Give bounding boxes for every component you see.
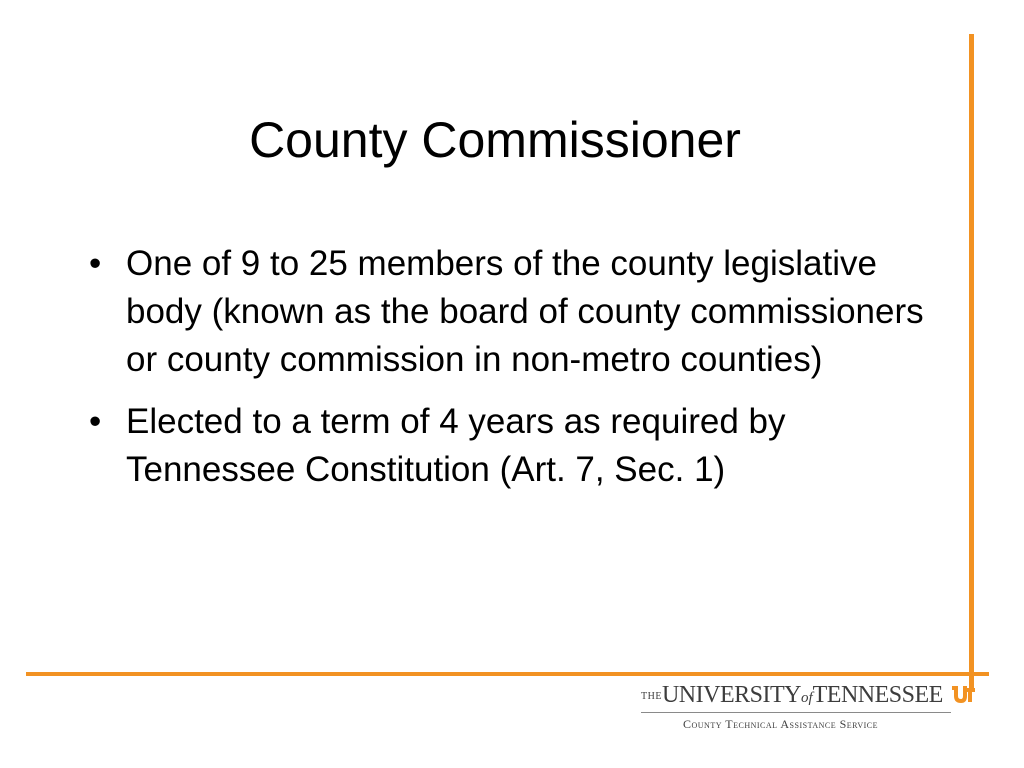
bullet-marker: • (89, 244, 102, 283)
bullet-text: Elected to a term of 4 years as required by Tennessee Constitution (Art. 7, Sec. 1) (126, 402, 786, 489)
vertical-accent-line (969, 34, 974, 690)
service-name: County Technical Assistance Service (683, 717, 879, 731)
logo-wordmark (641, 682, 975, 710)
logo-the-text: THE (641, 691, 662, 702)
logo-of-text: of (800, 690, 813, 706)
horizontal-accent-line (26, 672, 989, 676)
logo-university-text: UNIVERSITY (661, 682, 801, 708)
logo-divider (641, 712, 951, 713)
bullet-marker: • (89, 402, 102, 441)
bullet-list (84, 240, 944, 508)
slide-title: County Commissioner (249, 112, 741, 168)
university-logo (641, 682, 961, 738)
logo-tennessee-text: TENNESSEE (812, 682, 943, 708)
bullet-item (84, 398, 944, 494)
ut-logo-icon (951, 684, 975, 704)
bullet-item (84, 240, 944, 384)
bullet-text: One of 9 to 25 members of the county legislative body (known as the board of county commissioners or county commission in non-metro counties) (126, 244, 924, 379)
